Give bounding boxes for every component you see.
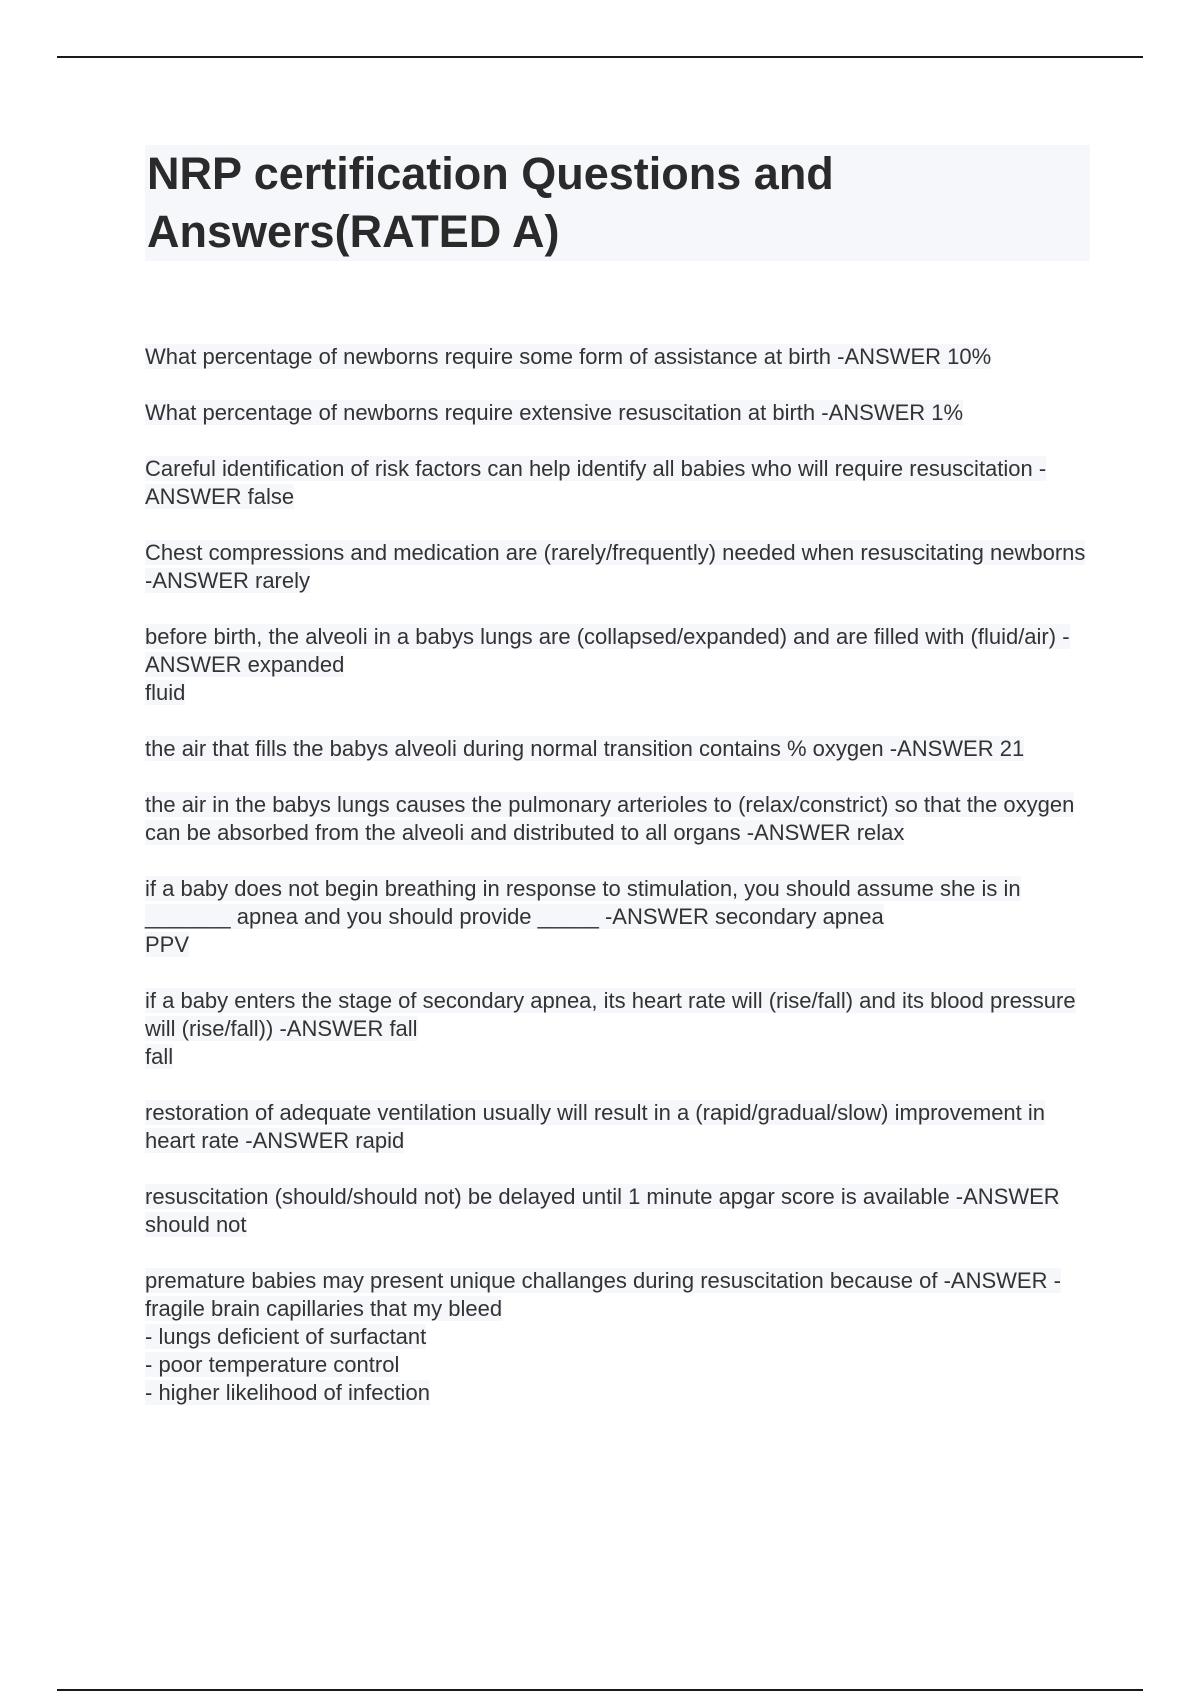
qa-item <box>145 1267 1090 1407</box>
top-rule <box>57 56 1143 58</box>
qa-item <box>145 791 1090 847</box>
qa-text: if a baby does not begin breathing in response to stimulation, you should assume she is in _______ apnea and you should provide _____ -ANSWER secondary apnea PPV <box>145 876 1021 957</box>
qa-item <box>145 399 1090 427</box>
qa-item <box>145 455 1090 511</box>
qa-text: What percentage of newborns require extensive resuscitation at birth -ANSWER 1% <box>145 400 964 425</box>
document-body <box>145 145 1090 1435</box>
bottom-rule <box>57 1689 1143 1691</box>
qa-text: premature babies may present unique challanges during resuscitation because of -ANSWER - fragile brain capillaries that my bleed - lungs deficient of surfactant - poor temperature control - higher likelihood of infection <box>145 1268 1061 1405</box>
qa-item <box>145 343 1090 371</box>
qa-text: the air in the babys lungs causes the pulmonary arterioles to (relax/constrict) so that the oxygen can be absorbed from the alveoli and distributed to all organs -ANSWER relax <box>145 792 1075 845</box>
qa-item <box>145 1099 1090 1155</box>
qa-text: the air that fills the babys alveoli during normal transition contains % oxygen -ANSWER 21 <box>145 736 1025 761</box>
qa-text: resuscitation (should/should not) be delayed until 1 minute apgar score is available -ANSWER should not <box>145 1184 1060 1237</box>
qa-text: Chest compressions and medication are (rarely/frequently) needed when resuscitating newborns -ANSWER rarely <box>145 540 1086 593</box>
qa-item <box>145 1183 1090 1239</box>
qa-text: Careful identification of risk factors can help identify all babies who will require resuscitation -ANSWER false <box>145 456 1047 509</box>
document-title: NRP certification Questions and Answers(RATED A) <box>145 145 1090 261</box>
qa-text: if a baby enters the stage of secondary apnea, its heart rate will (rise/fall) and its blood pressure will (rise/fall)) -ANSWER fall fall <box>145 988 1076 1069</box>
qa-text: What percentage of newborns require some form of assistance at birth -ANSWER 10% <box>145 344 992 369</box>
qa-item <box>145 623 1090 707</box>
qa-list <box>145 343 1090 1407</box>
qa-item <box>145 539 1090 595</box>
qa-text: restoration of adequate ventilation usually will result in a (rapid/gradual/slow) improvement in heart rate -ANSWER rapid <box>145 1100 1046 1153</box>
qa-text: before birth, the alveoli in a babys lungs are (collapsed/expanded) and are filled with (fluid/air) -ANSWER expanded fluid <box>145 624 1070 705</box>
qa-item <box>145 875 1090 959</box>
qa-item <box>145 987 1090 1071</box>
qa-item <box>145 735 1090 763</box>
